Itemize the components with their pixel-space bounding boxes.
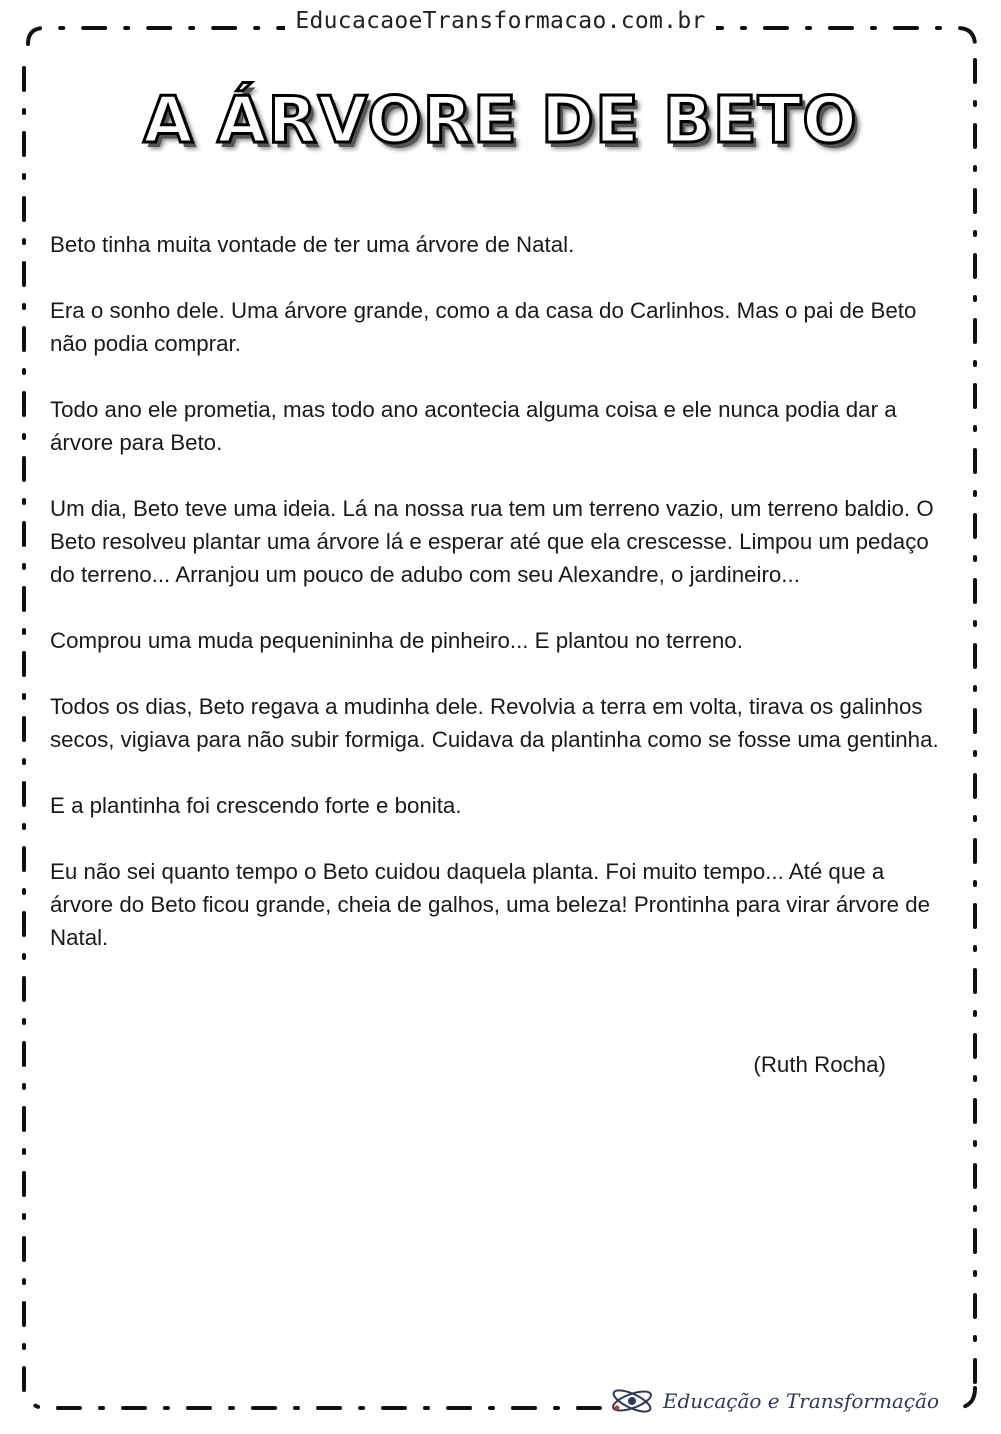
story-paragraph: Era o sonho dele. Uma árvore grande, como a da casa do Carlinhos. Mas o pai de Beto não podia comprar. bbox=[50, 298, 917, 356]
logo-text: Educação e Transformação bbox=[662, 1389, 939, 1413]
footer-logo bbox=[609, 1384, 939, 1418]
story-paragraph: Comprou uma muda pequenininha de pinheiro... E plantou no terreno. bbox=[50, 628, 743, 653]
story-paragraph: Beto tinha muita vontade de ter uma árvore de Natal. bbox=[50, 232, 575, 257]
site-url-header bbox=[0, 8, 1001, 34]
page-title: A ÁRVORE DE BETO bbox=[143, 84, 858, 158]
story-paragraph: E a plantinha foi crescendo forte e bonita. bbox=[50, 793, 462, 818]
story-paragraph: Todo ano ele prometia, mas todo ano acontecia alguma coisa e ele nunca podia dar a árvore para Beto. bbox=[50, 397, 897, 455]
atom-orbit-icon bbox=[609, 1384, 655, 1418]
author-credit: (Ruth Rocha) bbox=[753, 1052, 886, 1077]
story-paragraph: Um dia, Beto teve uma ideia. Lá na nossa rua tem um terreno vazio, um terreno baldio. O Beto resolveu plantar uma árvore lá e esperar até que ela crescesse. Limpou um pedaço do terreno... Arranjou um pouco de adubo com seu Alexandre, o jardineiro... bbox=[50, 496, 934, 587]
story-text bbox=[50, 228, 945, 987]
story-paragraph: Eu não sei quanto tempo o Beto cuidou daquela planta. Foi muito tempo... Até que a árvore do Beto ficou grande, cheia de galhos, uma beleza! Prontinha para virar árvore de Natal. bbox=[50, 859, 931, 950]
story-paragraph: Todos os dias, Beto regava a mudinha dele. Revolvia a terra em volta, tirava os galinhos secos, vigiava para não subir formiga. Cuidava da plantinha como se fosse uma gentinha. bbox=[50, 694, 939, 752]
site-url: EducacaoeTransformacao.com.br bbox=[285, 8, 715, 34]
